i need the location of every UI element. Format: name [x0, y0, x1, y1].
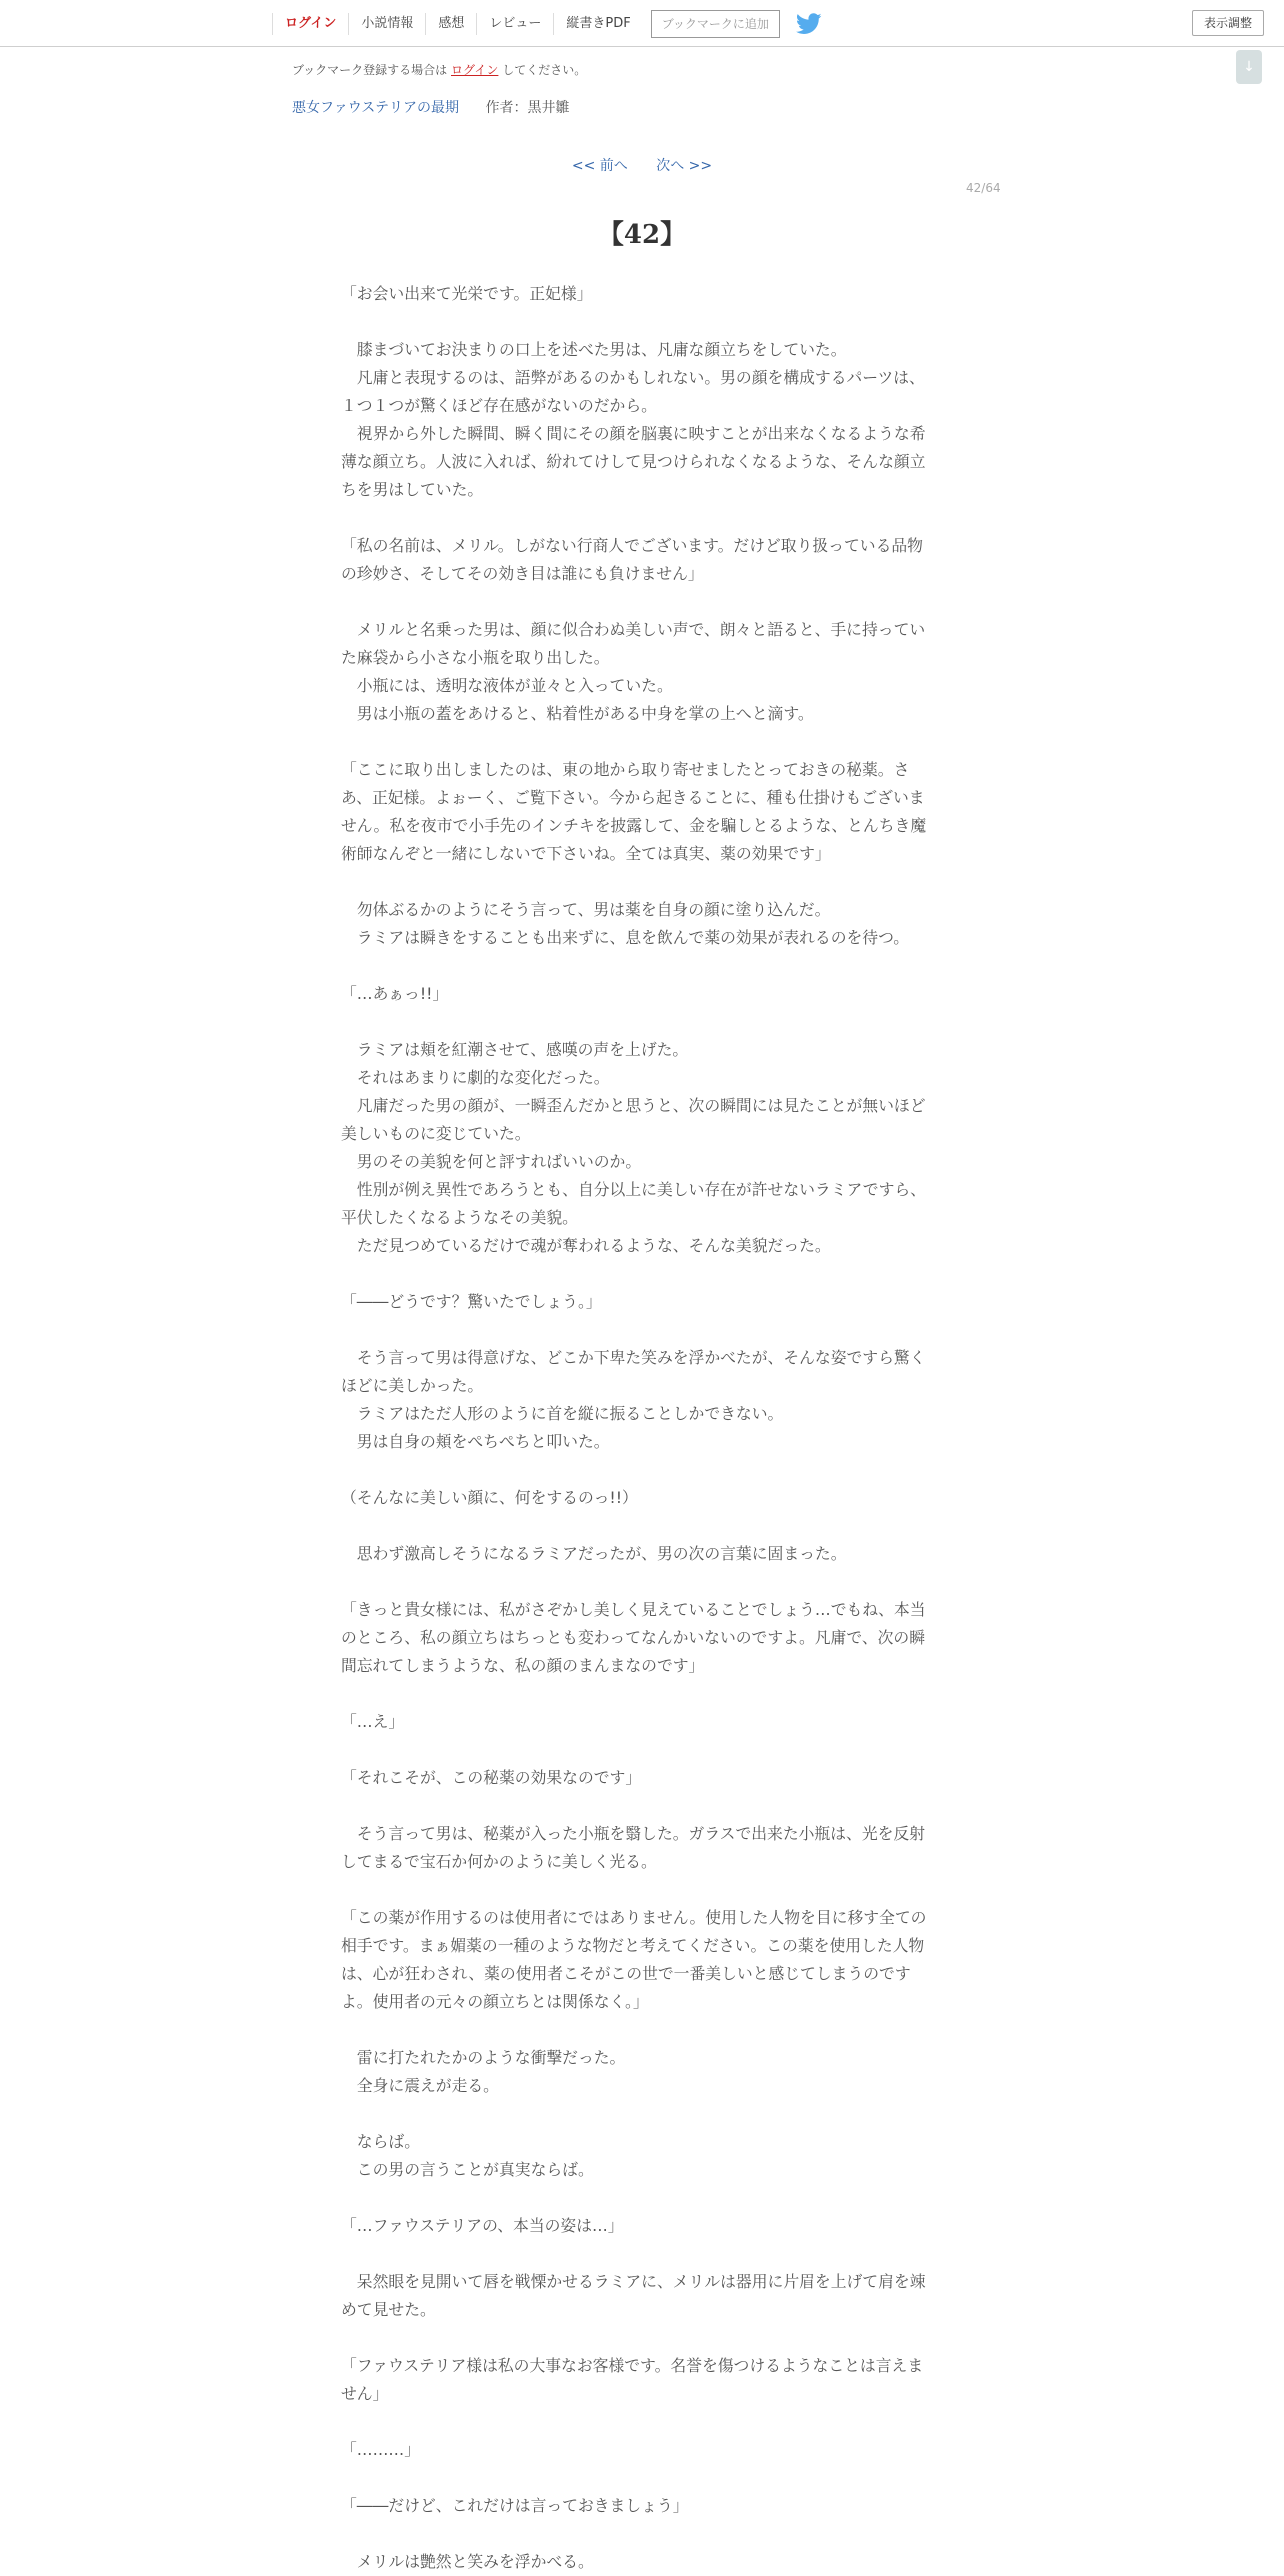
- next-chapter-link[interactable]: 次へ >>: [656, 158, 713, 174]
- add-bookmark-button[interactable]: ブックマークに追加: [651, 10, 780, 38]
- body-paragraph: それはあまりに劇的な変化だった。: [341, 1068, 610, 1087]
- body-paragraph: ラミアはただ人形のように首を縦に振ることしかできない。: [341, 1404, 784, 1423]
- chapter-body: [341, 280, 937, 2576]
- body-paragraph: 「この薬が作用するのは使用者にではありません。使用した人物を目に移す全ての相手です。まぁ媚薬の一種のような物だと考えてください。この薬を使用した人物は、心が狂わされ、薬の使用者こそがこの世で一番美しいと感じてしまうのですよ。使用者の元々の顔立ちとは関係なく。」: [341, 1908, 927, 2011]
- body-paragraph: 「きっと貴女様には、私がさぞかし美しく見えていることでしょう…でもね、本当のところ、私の顔立ちはちっとも変わってなんかいないのですよ。凡庸で、次の瞬間忘れてしまうような、私の顔のまんまなのです」: [341, 1600, 926, 1675]
- body-paragraph: [341, 2100, 937, 2128]
- body-paragraph: [341, 1736, 937, 1764]
- bookmark-note-prefix: ブックマーク登録する場合は: [292, 63, 448, 77]
- body-paragraph: 視界から外した瞬間、瞬く間にその顔を脳裏に映すことが出来なくなるような希薄な顔立ち。人波に入れば、紛れてけして見つけられなくなるような、そんな顔立ちを男はしていた。: [341, 424, 926, 499]
- body-paragraph: [341, 728, 937, 756]
- body-paragraph: 男は小瓶の蓋をあけると、粘着性がある中身を掌の上へと滴す。: [341, 704, 814, 723]
- body-paragraph: [341, 2016, 937, 2044]
- nav-impressions[interactable]: 感想: [425, 13, 476, 35]
- body-paragraph: [341, 2408, 937, 2436]
- body-paragraph: [341, 1568, 937, 1596]
- novel-header: [292, 97, 569, 117]
- body-paragraph: 呆然眼を見開いて唇を戦慄かせるラミアに、メリルは器用に片眉を上げて肩を竦めて見せた。: [341, 2272, 926, 2319]
- body-paragraph: [341, 504, 937, 532]
- body-paragraph: [341, 1456, 937, 1484]
- body-paragraph: 勿体ぶるかのようにそう言って、男は薬を自身の顔に塗り込んだ。: [341, 900, 831, 919]
- chapter-count: 42/64: [966, 181, 1001, 195]
- body-paragraph: ラミアは頬を紅潮させて、感嘆の声を上げた。: [341, 1040, 689, 1059]
- body-paragraph: 男のその美貌を何と評すればいいのか。: [341, 1152, 642, 1171]
- body-paragraph: メリルは艶然と笑みを浮かべる。: [341, 2552, 594, 2571]
- body-paragraph: 膝まづいてお決まりの口上を述べた男は、凡庸な顔立ちをしていた。: [341, 340, 847, 359]
- body-paragraph: [341, 2184, 937, 2212]
- chapter-pager: [0, 155, 1284, 175]
- body-paragraph: 思わず激高しそうになるラミアだったが、男の次の言葉に固まった。: [341, 1544, 847, 1563]
- body-paragraph: 「――どうです？驚いたでしょう。」: [341, 1292, 602, 1311]
- body-paragraph: 凡庸だった男の顔が、一瞬歪んだかと思うと、次の瞬間には見たことが無いほど美しいものに変じていた。: [341, 1096, 926, 1143]
- body-paragraph: 「…ファウステリアの、本当の姿は…」: [341, 2216, 624, 2235]
- body-paragraph: 「…え」: [341, 1712, 405, 1731]
- body-paragraph: 男は自身の頬をぺちぺちと叩いた。: [341, 1432, 610, 1451]
- body-paragraph: 「私の名前は、メリル。しがない行商人でございます。だけど取り扱っている品物の珍妙さ、そしてその効き目は誰にも負けません」: [341, 536, 923, 583]
- top-navbar: [0, 0, 1284, 47]
- body-paragraph: [341, 308, 937, 336]
- nav-review[interactable]: レビュー: [476, 13, 553, 35]
- body-paragraph: 「………」: [341, 2440, 420, 2459]
- novel-author: 作者：黒井雛: [485, 100, 570, 116]
- body-paragraph: 雷に打たれたかのような衝撃だった。: [341, 2048, 626, 2067]
- bookmark-note-suffix: してください。: [502, 63, 587, 77]
- body-paragraph: [341, 2324, 937, 2352]
- body-paragraph: 性別が例え異性であろうとも、自分以上に美しい存在が許せないラミアですら、平伏したくなるようなその美貌。: [341, 1180, 926, 1227]
- body-paragraph: ただ見つめているだけで魂が奪われるような、そんな美貌だった。: [341, 1236, 831, 1255]
- nav-novel-info[interactable]: 小説情報: [348, 13, 425, 35]
- body-paragraph: 「ファウステリア様は私の大事なお客様です。名誉を傷つけるようなことは言えません」: [341, 2356, 924, 2403]
- body-paragraph: [341, 1876, 937, 1904]
- body-paragraph: [341, 1316, 937, 1344]
- body-paragraph: [341, 868, 937, 896]
- body-paragraph: ラミアは瞬きをすることも出来ずに、息を飲んで薬の効果が表れるのを待つ。: [341, 928, 910, 947]
- body-paragraph: [341, 1792, 937, 1820]
- bookmark-note-login-link[interactable]: ログイン: [451, 63, 499, 77]
- body-paragraph: [341, 2520, 937, 2548]
- display-settings-button[interactable]: 表示調整: [1192, 10, 1264, 36]
- twitter-bird-icon[interactable]: [796, 13, 822, 35]
- body-paragraph: [341, 588, 937, 616]
- body-paragraph: そう言って男は得意げな、どこか下卑た笑みを浮かべたが、そんな姿ですら驚くほどに美しかった。: [341, 1348, 926, 1395]
- body-paragraph: 全身に震えが走る。: [341, 2076, 499, 2095]
- body-paragraph: ならば。: [341, 2132, 420, 2151]
- prev-chapter-link[interactable]: << 前へ: [571, 158, 628, 174]
- body-paragraph: 凡庸と表現するのは、語弊があるのかもしれない。男の顔を構成するパーツは、１つ１つが驚くほど存在感がないのだから。: [341, 368, 925, 415]
- body-paragraph: [341, 2240, 937, 2268]
- nav-login[interactable]: ログイン: [272, 13, 348, 35]
- body-paragraph: [341, 1512, 937, 1540]
- body-paragraph: [341, 2464, 937, 2492]
- body-paragraph: 「お会い出来て光栄です。正妃様」: [341, 284, 593, 303]
- novel-title-link[interactable]: 悪女ファウステリアの最期: [292, 100, 460, 116]
- body-paragraph: メリルと名乗った男は、顔に似合わぬ美しい声で、朗々と語ると、手に持っていた麻袋から小さな小瓶を取り出した。: [341, 620, 926, 667]
- body-paragraph: この男の言うことが真実ならば。: [341, 2160, 594, 2179]
- body-paragraph: 「――だけど、これだけは言っておきましょう」: [341, 2496, 689, 2515]
- nav-menu: [272, 9, 822, 39]
- body-paragraph: （そんなに美しい顔に、何をするのっ!!）: [341, 1488, 638, 1507]
- body-paragraph: [341, 1260, 937, 1288]
- scroll-down-tab[interactable]: ↓: [1236, 50, 1262, 84]
- body-paragraph: [341, 1680, 937, 1708]
- body-paragraph: [341, 952, 937, 980]
- body-paragraph: [341, 1008, 937, 1036]
- body-paragraph: 小瓶には、透明な液体が並々と入っていた。: [341, 676, 673, 695]
- body-paragraph: 「それこそが、この秘薬の効果なのです」: [341, 1768, 642, 1787]
- body-paragraph: そう言って男は、秘薬が入った小瓶を翳した。ガラスで出来た小瓶は、光を反射してまるで宝石か何かのように美しく光る。: [341, 1824, 926, 1871]
- body-paragraph: 「…あぁっ!!」: [341, 984, 449, 1003]
- body-paragraph: 「ここに取り出しましたのは、東の地から取り寄せましたとっておきの秘薬。さあ、正妃様。よぉーく、ご覧下さい。今から起きることに、種も仕掛けもございません。私を夜市で小手先のインチキを披露して、金を騙しとるような、とんちき魔術師なんぞと一緒にしないで下さいね。全ては真実、薬の効果です」: [341, 760, 927, 863]
- nav-vertical-pdf[interactable]: 縦書きPDF: [553, 13, 642, 35]
- bookmark-login-note: [292, 61, 586, 78]
- chapter-title: 【42】: [597, 220, 687, 250]
